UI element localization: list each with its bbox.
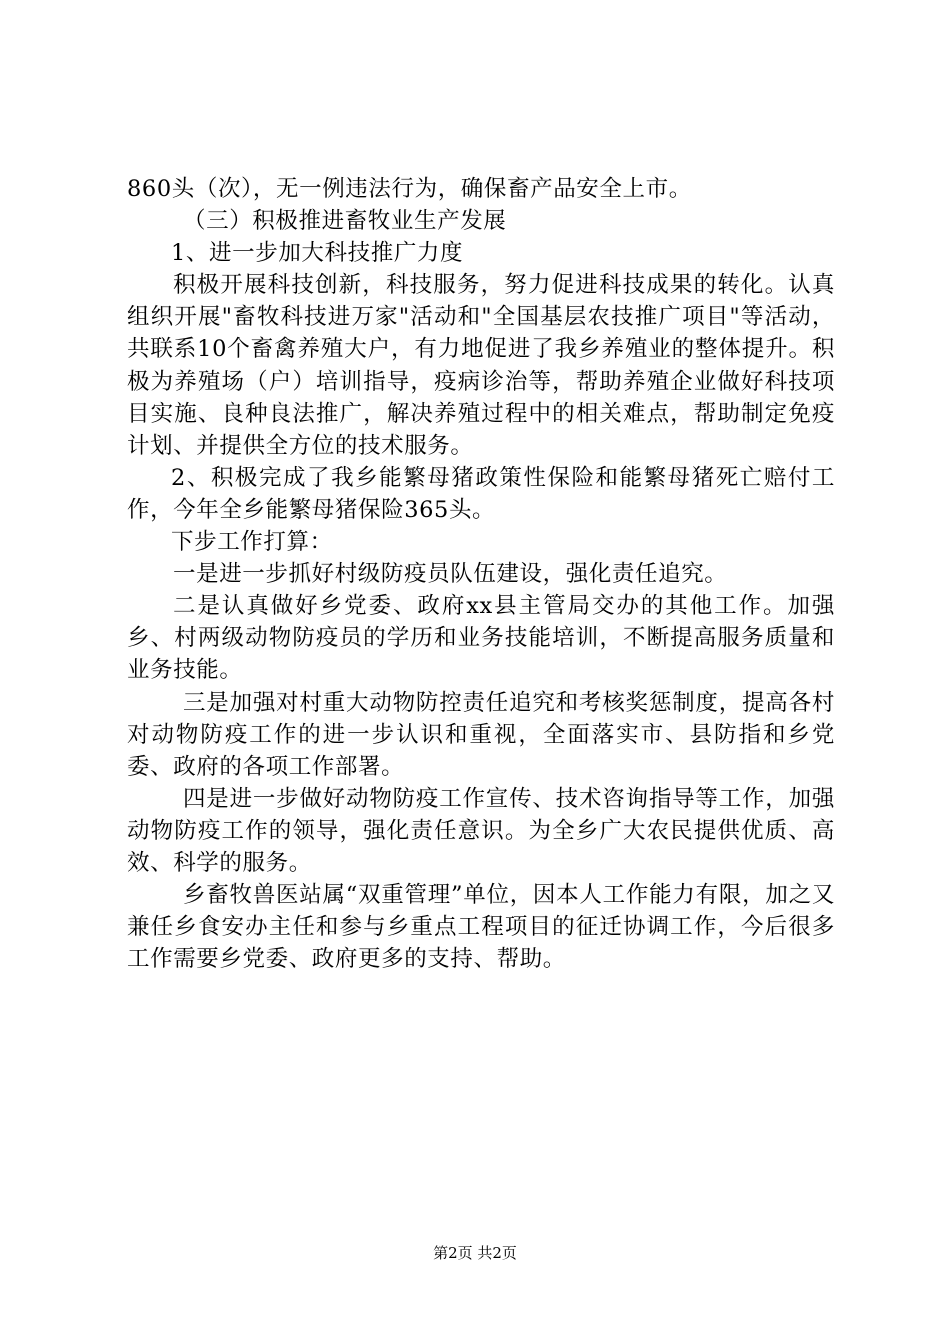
closing-paragraph: 乡畜牧兽医站属“双重管理”单位，因本人工作能力有限，加之又兼任乡食安办主任和参与乡重点工程项目的征迁协调工作，今后很多工作需要乡党委、政府更多的支持、帮助。	[127, 882, 835, 973]
document-body	[127, 173, 835, 975]
next-step-2: 二是认真做好乡党委、政府xx县主管局交办的其他工作。加强乡、村两级动物防疫员的学历和业务技能培训，不断提高服务质量和业务技能。	[127, 593, 835, 684]
next-steps-heading: 下步工作打算：	[171, 529, 333, 556]
next-step-4: 四是进一步做好动物防疫工作宣传、技术咨询指导等工作，加强动物防疫工作的领导，强化责任意识。为全乡广大农民提供优质、高效、科学的服务。	[127, 785, 835, 876]
paragraph-sow-insurance: 2、积极完成了我乡能繁母猪政策性保险和能繁母猪死亡赔付工作，今年全乡能繁母猪保险365头。	[127, 464, 835, 523]
next-step-1: 一是进一步抓好村级防疫员队伍建设，强化责任追究。	[173, 561, 728, 588]
section-heading-3: （三）积极推进畜牧业生产发展	[183, 208, 507, 235]
next-step-3: 三是加强对村重大动物防控责任追究和考核奖惩制度，提高各村对动物防疫工作的进一步认识和重视，全面落实市、县防指和乡党委、政府的各项工作部署。	[127, 689, 835, 780]
subheading-1: 1、进一步加大科技推广力度	[171, 240, 464, 267]
page-number-footer: 第2页 共2页	[433, 1244, 517, 1262]
paragraph-1: 860头（次），无一例违法行为，确保畜产品安全上市。	[127, 176, 692, 202]
paragraph-tech-service: 积极开展科技创新，科技服务，努力促进科技成果的转化。认真组织开展"畜牧科技进万家"活动和"全国基层农技推广项目"等活动，共联系10个畜禽养殖大户，有力地促进了我乡养殖业的整体提升。积极为养殖场（户）培训指导，疫病诊治等，帮助养殖企业做好科技项目实施、良种良法推广，解决养殖过程中的相关难点，帮助制定免疫计划、并提供全方位的技术服务。	[127, 272, 835, 459]
